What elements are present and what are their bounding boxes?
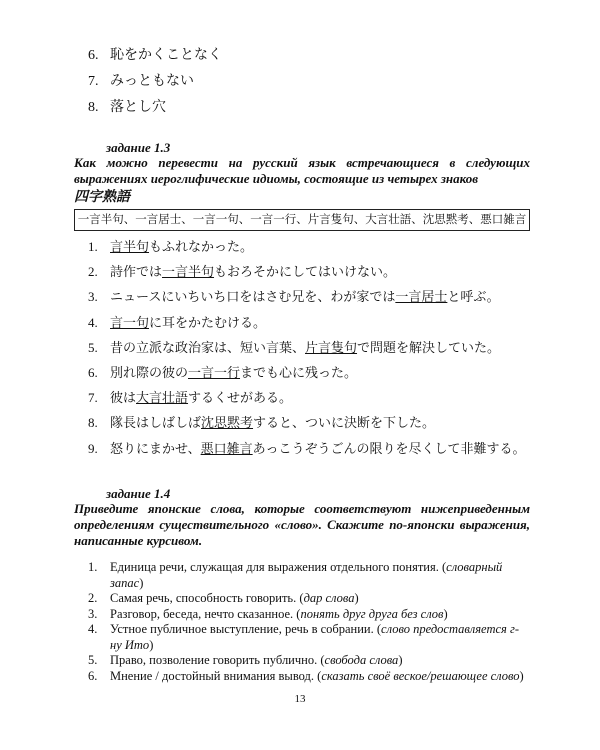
underlined-idiom: 沈思黙考 — [201, 415, 254, 431]
list-item: 3. Разговор, беседа, нечто сказанное. (понять друг друга без слов) — [88, 606, 448, 621]
list-item: 7. 彼は大言壮語するくせがある。 — [88, 390, 293, 406]
list-item: 2. 詩作では一言半句もおろそかにしてはいけない。 — [88, 264, 397, 280]
task-1-3-description: Как можно перевести на русский язык встречающиеся в следующих выражениях иероглифические идиомы, состоящие из четырех знаков — [74, 155, 530, 186]
list-item: 4. Устное публичное выступление, речь в собрании. (слово предоставляется г-ну Ито) — [88, 622, 519, 652]
previous-task-list — [88, 46, 222, 124]
list-item: 5. 昔の立派な政治家は、短い言葉、片言隻句で問題を解決していた。 — [88, 339, 501, 355]
task-1-3-heading: задание 1.3 — [106, 140, 171, 155]
task-1-4-heading: задание 1.4 — [106, 486, 171, 501]
list-item: 6. 別れ際の彼の一言一行までも心に残った。 — [88, 364, 358, 380]
sentence-list — [88, 237, 526, 464]
list-item: 6. Мнение / достойный внимания вывод. (сказать своё веское/решающее слово) — [88, 668, 524, 683]
list-item: 4. 言一句に耳をかたむける。 — [88, 314, 267, 330]
list-item: 6. 恥をかくことなく — [88, 48, 222, 63]
underlined-idiom: 言半句 — [110, 239, 150, 254]
list-item: 5. Право, позволение говорить публично. (свобода слова) — [88, 653, 403, 667]
underlined-idiom: 言一句 — [110, 314, 150, 330]
underlined-idiom: 片言隻句 — [305, 339, 358, 355]
list-item: 8. 隊長はしばしば沈思黙考すると、ついに決断を下した。 — [88, 415, 436, 431]
list-item: 3. ニュースにいちいち口をはさむ兄を、わが家では一言居士と呼ぶ。 — [88, 289, 500, 305]
underlined-idiom: 一言一行 — [188, 364, 241, 380]
page-number: 13 — [294, 693, 306, 705]
task-1-4-description: Приведите японские слова, которые соответствуют нижеприведенным определениям существительного «слово». Скажите по-японски выражения, написанные курсивом. — [74, 501, 530, 548]
list-item: 7. みっともない — [88, 74, 194, 89]
underlined-idiom: 大言壮語 — [136, 390, 189, 406]
definition-list — [88, 560, 528, 684]
underlined-idiom: 一言半句 — [162, 264, 215, 280]
list-item: 8. 落とし穴 — [88, 100, 166, 115]
list-item: 1. 言半句もふれなかった。 — [88, 239, 254, 254]
list-item: 2. Самая речь, способность говорить. (дар слова) — [88, 591, 359, 605]
underlined-idiom: 悪口雑言 — [200, 440, 253, 456]
idiom-box: 一言半句、一言居士、一言一句、一言一行、片言隻句、大言壮語、沈思黙考、悪口雑言 — [74, 209, 530, 231]
list-item: 1. Единица речи, служащая для выражения отдельного понятия. (словарный запас) — [88, 560, 503, 590]
list-item: 9. 怒りにまかせ、悪口雑言あっこうぞうごんの限りを尽くして非難する。 — [88, 440, 526, 456]
underlined-idiom: 一言居士 — [395, 289, 448, 305]
kanji-term: 四字熟語 — [74, 190, 130, 205]
